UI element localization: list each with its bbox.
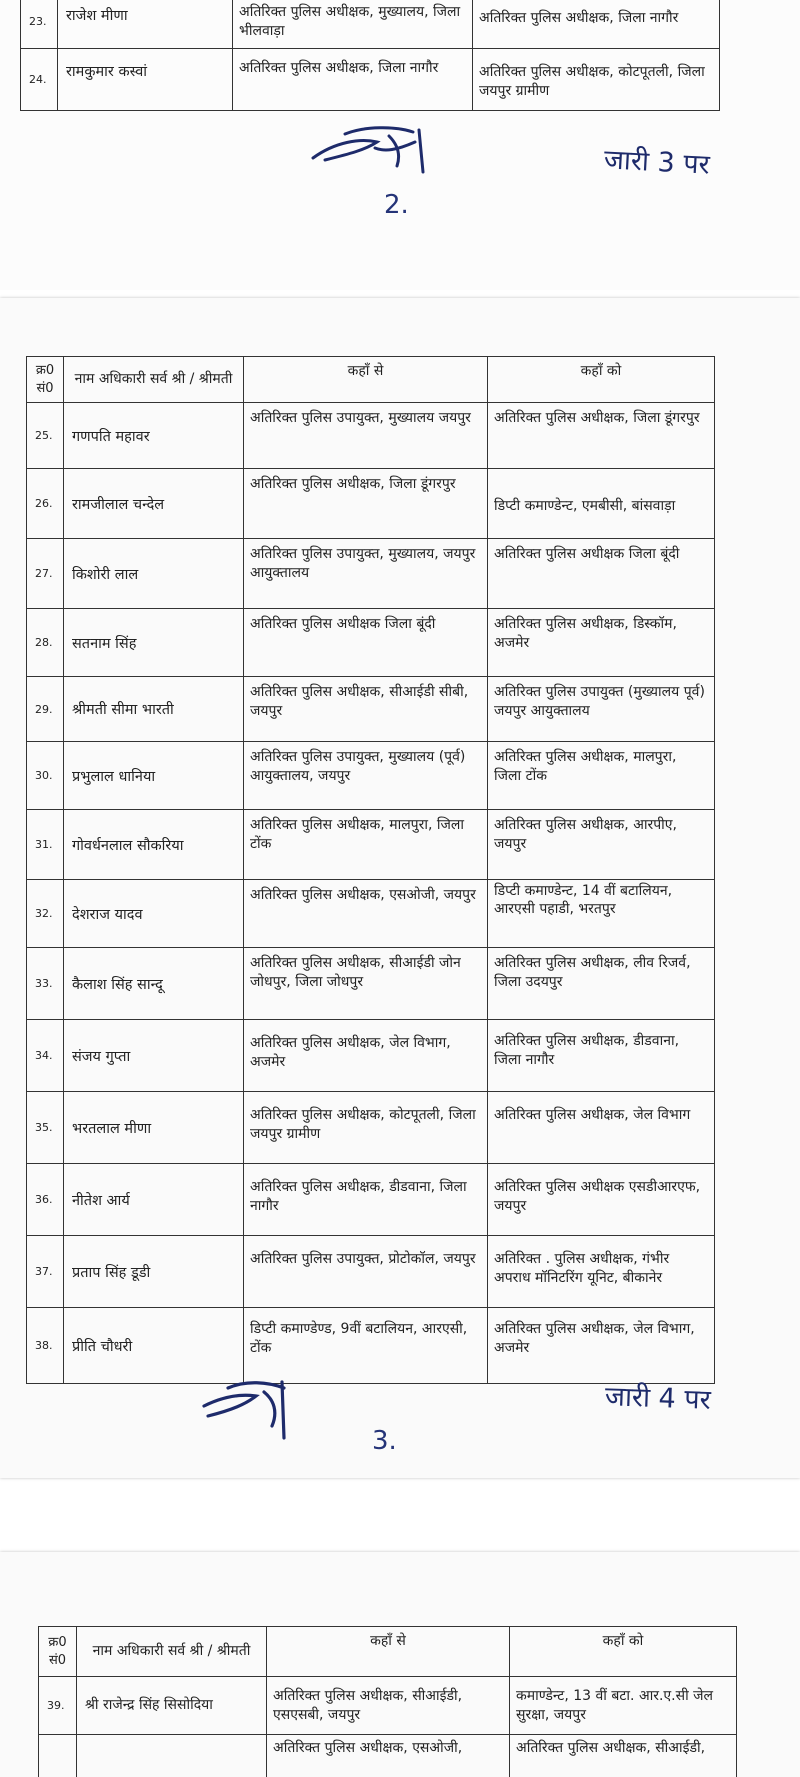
officer-name: देशराज यादव [64, 880, 244, 948]
posting-from: अतिरिक्त पुलिस उपायुक्त, मुख्यालय जयपुर [244, 403, 488, 469]
posting-from: अतिरिक्त पुलिस अधीक्षक, मुख्यालय, जिला भीलवाड़ा [233, 0, 473, 49]
serial-number: 37. [27, 1236, 64, 1308]
table-row [27, 539, 715, 609]
posting-to: अतिरिक्त पुलिस उपायुक्त (मुख्यालय पूर्व) जयपुर आयुक्तालय [488, 677, 715, 742]
table-row [21, 49, 720, 111]
posting-to: अतिरिक्त पुलिस अधीक्षक एसडीआरएफ, जयपुर [488, 1164, 715, 1236]
signature-mark [305, 120, 445, 180]
table-row [27, 948, 715, 1020]
posting-from: डिप्टी कमाण्डेण्ड, 9वीं बटालियन, आरएसी, टोंक [244, 1308, 488, 1384]
serial-number: 31. [27, 810, 64, 880]
serial-number: 25. [27, 403, 64, 469]
header-from: कहाँ से [244, 357, 488, 403]
officer-name: संजय गुप्ता [64, 1020, 244, 1092]
serial-number: 30. [27, 742, 64, 810]
posting-from: अतिरिक्त पुलिस अधीक्षक, एसओजी, [267, 1735, 510, 1777]
officer-name: कैलाश सिंह सान्दू [64, 948, 244, 1020]
officer-name: सतनाम सिंह [64, 609, 244, 677]
officer-name [77, 1735, 267, 1777]
table-row [27, 609, 715, 677]
header-serial: क्र0 सं0 [27, 357, 64, 403]
posting-from: अतिरिक्त पुलिस अधीक्षक, एसओजी, जयपुर [244, 880, 488, 948]
table-row [39, 1735, 737, 1777]
posting-to: अतिरिक्त पुलिस अधीक्षक, डिस्कॉम, अजमेर [488, 609, 715, 677]
table-header-row [39, 1627, 737, 1677]
posting-to: अतिरिक्त पुलिस अधीक्षक, मालपुरा, जिला टोंक [488, 742, 715, 810]
table-row [27, 1020, 715, 1092]
posting-from: अतिरिक्त पुलिस उपायुक्त, प्रोटोकॉल, जयपुर [244, 1236, 488, 1308]
header-from: कहाँ से [267, 1627, 510, 1677]
transfer-table-page-3 [26, 356, 715, 1384]
serial-number: 33. [27, 948, 64, 1020]
officer-name: प्रीति चौधरी [64, 1308, 244, 1384]
officer-name: किशोरी लाल [64, 539, 244, 609]
posting-from: अतिरिक्त पुलिस अधीक्षक, सीआईडी सीबी, जयपुर [244, 677, 488, 742]
serial-number: 35. [27, 1092, 64, 1164]
table-row [27, 742, 715, 810]
serial-number: 24. [21, 49, 58, 111]
table-row [27, 1308, 715, 1384]
header-to: कहाँ को [488, 357, 715, 403]
document-page-4 [0, 1552, 800, 1777]
page-number: 2. [384, 190, 409, 220]
posting-from: अतिरिक्त पुलिस अधीक्षक, सीआईडी, एसएसबी, जयपुर [267, 1677, 510, 1735]
table-row [27, 810, 715, 880]
serial-number: 26. [27, 469, 64, 539]
table-row [21, 0, 720, 49]
officer-name: श्री राजेन्द्र सिंह सिसोदिया [77, 1677, 267, 1735]
serial-number: 38. [27, 1308, 64, 1384]
table-header-row [27, 357, 715, 403]
document-page-2 [0, 0, 800, 290]
transfer-table-page-2 [20, 0, 720, 111]
posting-to: अतिरिक्त . पुलिस अधीक्षक, गंभीर अपराध मॉनिटरिंग यूनिट, बीकानेर [488, 1236, 715, 1308]
posting-to: अतिरिक्त पुलिस अधीक्षक, आरपीए, जयपुर [488, 810, 715, 880]
table-row [27, 1092, 715, 1164]
posting-to: अतिरिक्त पुलिस अधीक्षक जिला बूंदी [488, 539, 715, 609]
serial-number: 36. [27, 1164, 64, 1236]
posting-to: अतिरिक्त पुलिस अधीक्षक, लीव रिजर्व, जिला उदयपुर [488, 948, 715, 1020]
transfer-table-page-4 [38, 1626, 737, 1777]
document-page-3 [0, 298, 800, 1478]
posting-from: अतिरिक्त पुलिस उपायुक्त, मुख्यालय (पूर्व) आयुक्तालय, जयपुर [244, 742, 488, 810]
posting-to: अतिरिक्त पुलिस अधीक्षक, सीआईडी, [510, 1735, 737, 1777]
officer-name: गणपति महावर [64, 403, 244, 469]
table-row [27, 469, 715, 539]
posting-to: अतिरिक्त पुलिस अधीक्षक, कोटपूतली, जिला जयपुर ग्रामीण [473, 49, 720, 111]
header-officer-name: नाम अधिकारी सर्व श्री / श्रीमती [64, 357, 244, 403]
officer-name: रामजीलाल चन्देल [64, 469, 244, 539]
posting-to: अतिरिक्त पुलिस अधीक्षक, जिला डूंगरपुर [488, 403, 715, 469]
serial-number: 28. [27, 609, 64, 677]
posting-to: अतिरिक्त पुलिस अधीक्षक, जेल विभाग, अजमेर [488, 1308, 715, 1384]
table-row [27, 403, 715, 469]
signature-mark [198, 1376, 318, 1446]
posting-to: डिप्टी कमाण्डेन्ट, एमबीसी, बांसवाड़ा [488, 469, 715, 539]
header-officer-name: नाम अधिकारी सर्व श्री / श्रीमती [77, 1627, 267, 1677]
posting-from: अतिरिक्त पुलिस अधीक्षक, डीडवाना, जिला नागौर [244, 1164, 488, 1236]
posting-from: अतिरिक्त पुलिस अधीक्षक, जिला डूंगरपुर [244, 469, 488, 539]
posting-from: अतिरिक्त पुलिस उपायुक्त, मुख्यालय, जयपुर आयुक्तालय [244, 539, 488, 609]
serial-number: 34. [27, 1020, 64, 1092]
table-row [27, 880, 715, 948]
posting-to: कमाण्डेन्ट, 13 वीं बटा. आर.ए.सी जेल सुरक्षा, जयपुर [510, 1677, 737, 1735]
serial-number: 39. [39, 1677, 77, 1735]
posting-to: अतिरिक्त पुलिस अधीक्षक, जेल विभाग [488, 1092, 715, 1164]
posting-to: अतिरिक्त पुलिस अधीक्षक, डीडवाना, जिला नागौर [488, 1020, 715, 1092]
officer-name: प्रताप सिंह डूडी [64, 1236, 244, 1308]
table-row [39, 1677, 737, 1735]
officer-name: गोवर्धनलाल सौकरिया [64, 810, 244, 880]
serial-number: 29. [27, 677, 64, 742]
posting-to: डिप्टी कमाण्डेन्ट, 14 वीं बटालियन, आरएसी पहाडी, भरतपुर [488, 880, 715, 948]
officer-name: रामकुमार कस्वां [58, 49, 233, 111]
serial-number: 27. [27, 539, 64, 609]
posting-from: अतिरिक्त पुलिस अधीक्षक, सीआईडी जोन जोधपुर, जिला जोधपुर [244, 948, 488, 1020]
officer-name: राजेश मीणा [58, 0, 233, 49]
posting-from: अतिरिक्त पुलिस अधीक्षक, मालपुरा, जिला टोंक [244, 810, 488, 880]
header-serial: क्र0 सं0 [39, 1627, 77, 1677]
posting-from: अतिरिक्त पुलिस अधीक्षक जिला बूंदी [244, 609, 488, 677]
table-row [27, 1236, 715, 1308]
posting-to: अतिरिक्त पुलिस अधीक्षक, जिला नागौर [473, 0, 720, 49]
continued-note: जारी 3 पर [603, 144, 711, 181]
serial-number: 23. [21, 0, 58, 49]
serial-number: 32. [27, 880, 64, 948]
officer-name: श्रीमती सीमा भारती [64, 677, 244, 742]
serial-number [39, 1735, 77, 1777]
posting-from: अतिरिक्त पुलिस अधीक्षक, जेल विभाग, अजमेर [244, 1020, 488, 1092]
page-number: 3. [372, 1426, 397, 1456]
header-to: कहाँ को [510, 1627, 737, 1677]
table-row [27, 1164, 715, 1236]
posting-from: अतिरिक्त पुलिस अधीक्षक, कोटपूतली, जिला जयपुर ग्रामीण [244, 1092, 488, 1164]
continued-note: जारी 4 पर [604, 1381, 712, 1416]
officer-name: प्रभुलाल धानिया [64, 742, 244, 810]
officer-name: भरतलाल मीणा [64, 1092, 244, 1164]
officer-name: नीतेश आर्य [64, 1164, 244, 1236]
table-row [27, 677, 715, 742]
posting-from: अतिरिक्त पुलिस अधीक्षक, जिला नागौर [233, 49, 473, 111]
